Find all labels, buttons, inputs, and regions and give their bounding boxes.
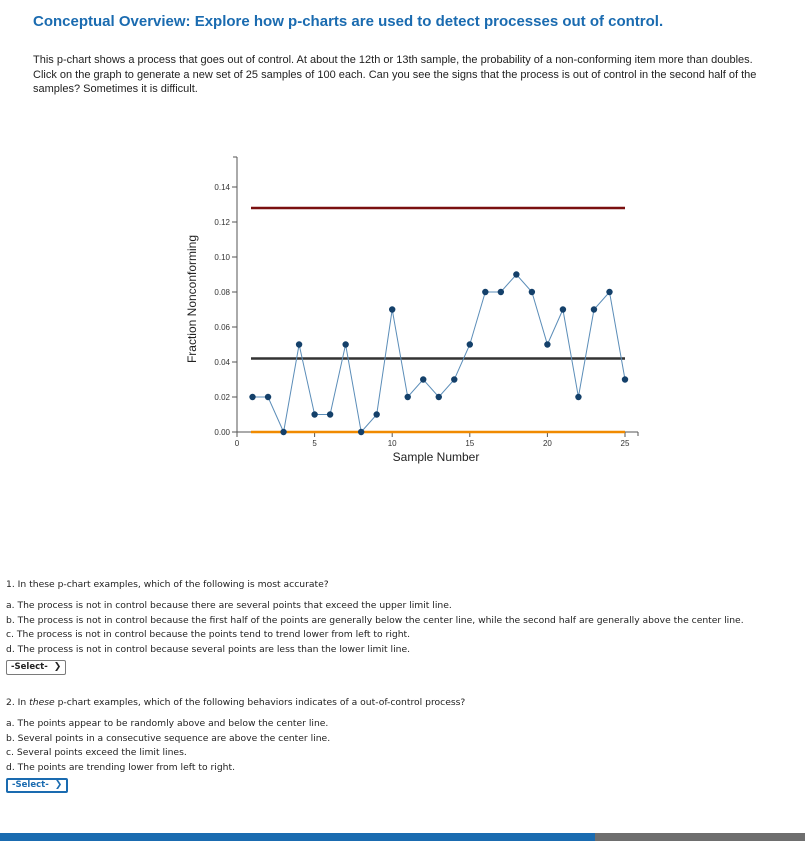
question-2-select-label: -Select- (12, 779, 49, 790)
page-title: Conceptual Overview: Explore how p-charts are used to detect processes out of control. (33, 13, 664, 30)
data-point (296, 341, 302, 347)
y-tick-label: 0.10 (214, 253, 230, 262)
data-series[interactable] (249, 271, 628, 435)
data-point (606, 289, 612, 295)
question-1-option-c: c. The process is not in control because the points tend to trend lower from left to right. (6, 629, 411, 641)
question-1 (6, 578, 796, 675)
question-2 (6, 696, 796, 793)
data-point (575, 394, 581, 400)
x-axis-title: Sample Number (392, 450, 480, 464)
data-point (451, 376, 457, 382)
data-point (467, 341, 473, 347)
question-2-option-b: b. Several points in a consecutive sequence are above the center line. (6, 732, 331, 744)
question-2-title-suffix: p-chart examples, which of the following behaviors indicates of a out-of-control process? (54, 696, 466, 708)
question-2-select[interactable] (6, 778, 68, 793)
chevron-down-icon: ❯ (53, 661, 62, 672)
question-2-option-a: a. The points appear to be randomly above and below the center line. (6, 717, 329, 729)
data-point (311, 411, 317, 417)
data-point (560, 306, 566, 312)
data-point (544, 341, 550, 347)
question-1-option-d: d. The process is not in control because several points are less than the lower limit line. (6, 644, 411, 656)
data-point (529, 289, 535, 295)
x-tick-label: 25 (620, 439, 630, 448)
data-point (342, 341, 348, 347)
y-tick-label: 0.00 (214, 428, 230, 437)
data-point (389, 306, 395, 312)
data-point (373, 411, 379, 417)
question-1-option-a: a. The process is not in control because there are several points that exceed the upper limit line. (6, 599, 452, 611)
data-point (513, 271, 519, 277)
x-tick-label: 5 (312, 439, 317, 448)
y-axis-title: Fraction Nonconforming (185, 234, 199, 364)
y-tick-label: 0.14 (214, 183, 230, 192)
bottom-progress-bar (0, 833, 805, 841)
y-tick-label: 0.06 (214, 323, 230, 332)
x-tick-label: 15 (465, 439, 475, 448)
chart-axes (214, 157, 638, 448)
data-point (249, 394, 255, 400)
x-tick-label: 10 (387, 439, 397, 448)
data-point (482, 289, 488, 295)
questions-section (6, 578, 796, 793)
x-tick-label: 20 (542, 439, 552, 448)
question-2-title-emph: these (29, 696, 55, 708)
data-point (498, 289, 504, 295)
y-tick-label: 0.08 (214, 288, 230, 297)
chevron-down-icon: ❯ (54, 779, 63, 790)
data-point (622, 376, 628, 382)
data-point (405, 394, 411, 400)
question-2-title-prefix: 2. In (6, 696, 30, 708)
question-1-select[interactable] (6, 660, 66, 675)
data-point (420, 376, 426, 382)
series-line (253, 275, 626, 433)
data-point (358, 429, 364, 435)
question-2-option-d: d. The points are trending lower from left to right. (6, 762, 236, 774)
bottom-bar-end (595, 833, 805, 841)
intro-text: This p-chart shows a process that goes out of control. At about the 12th or 13th sample, the probability of a non-conforming item more than doubles. Click on the graph to generate a new set of 25 samples of 100 each. Can you see the signs that the process is out of control in the second half of the samples? Sometimes it is difficult. (33, 54, 757, 95)
question-2-option-c: c. Several points exceed the limit lines. (6, 747, 187, 759)
question-1-select-label: -Select- (11, 661, 48, 672)
question-2-title (6, 696, 796, 711)
question-1-title: 1. In these p-chart examples, which of the following is most accurate? (6, 579, 329, 590)
data-point (265, 394, 271, 400)
x-tick-label: 0 (234, 439, 240, 448)
data-point (327, 411, 333, 417)
question-1-option-b: b. The process is not in control because the first half of the points are generally below the center line, while the second half are generally above the center line. (6, 614, 744, 626)
data-point (591, 306, 597, 312)
data-point (436, 394, 442, 400)
y-tick-label: 0.02 (214, 393, 230, 402)
y-tick-label: 0.04 (214, 358, 230, 367)
data-point (280, 429, 286, 435)
y-tick-label: 0.12 (214, 218, 230, 227)
